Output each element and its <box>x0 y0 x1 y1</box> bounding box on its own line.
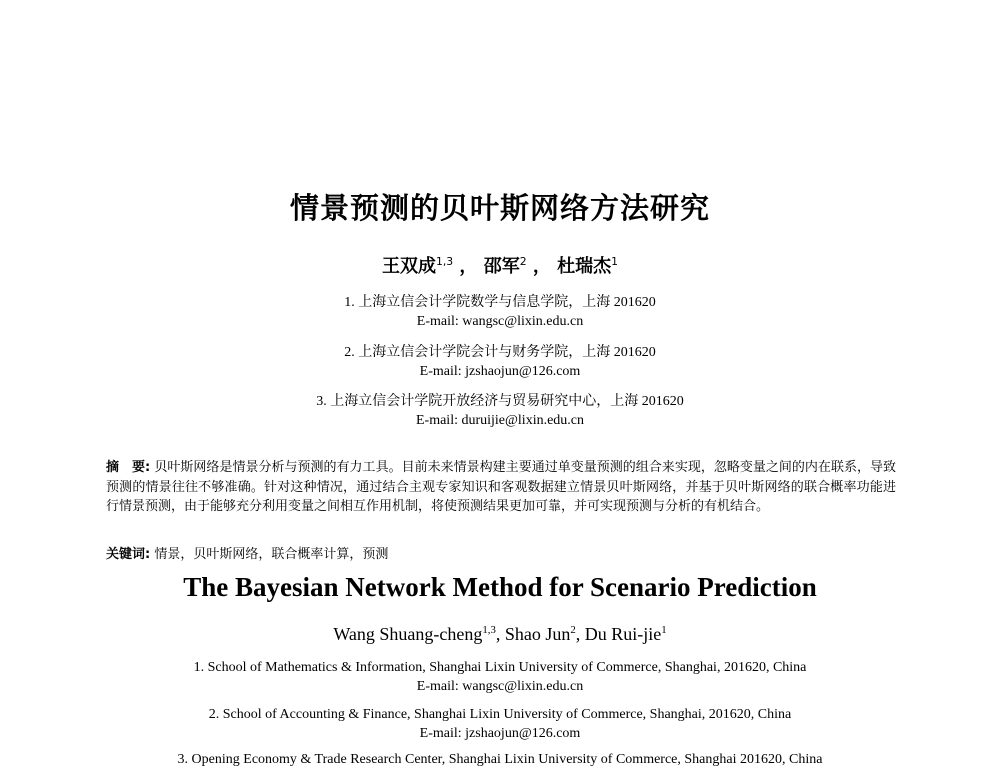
chinese-affiliation-1 <box>0 293 1000 331</box>
author-affiliation-mark: 1 <box>661 624 667 636</box>
affiliation-text: 3. 上海立信会计学院开放经济与贸易研究中心，上海 201620 <box>316 394 684 409</box>
author-affiliation-mark: 1,3 <box>435 255 454 268</box>
chinese-affiliation-2 <box>0 343 1000 381</box>
chinese-affiliation-3 <box>0 392 1000 430</box>
author-name: 杜瑞杰 <box>557 256 612 277</box>
affiliation-email: E-mail: jzshaojun@126.com <box>419 726 581 741</box>
affiliation-text: 1. 上海立信会计学院数学与信息学院，上海 201620 <box>344 295 656 310</box>
author-name: Shao Jun <box>504 624 571 644</box>
keywords-label: 关键词: <box>106 547 151 562</box>
keywords-text: 情景，贝叶斯网络，联合概率计算，预测 <box>154 547 389 562</box>
author-affiliation-mark: 2 <box>570 624 576 636</box>
author-name: 邵军 <box>483 256 520 277</box>
affiliation-email: E-mail: wangsc@lixin.edu.cn <box>416 679 584 694</box>
affiliation-email: E-mail: duruijie@lixin.edu.cn <box>415 413 585 428</box>
english-affiliation-2 <box>0 705 1000 743</box>
english-authors: Wang Shuang-cheng$^{1,3}$, Shao Jun$^2$, Du Rui-jie$^1$ <box>333 624 667 644</box>
author-name: 王双成 <box>381 256 436 277</box>
chinese-keywords <box>106 543 896 562</box>
affiliation-text: 2. 上海立信会计学院会计与财务学院，上海 201620 <box>344 345 656 360</box>
author-name: Wang Shuang-cheng <box>333 624 483 644</box>
affiliation-text: 1. School of Mathematics & Information, Shanghai Lixin University of Commerce, Shanghai, 201620, China <box>193 660 807 675</box>
author-affiliation-mark: 2 <box>519 255 527 268</box>
author-affiliation-mark: 1 <box>611 255 619 268</box>
abstract-label: 摘 要: <box>106 460 151 475</box>
chinese-authors: 王双成$^{1,3}$ ， 邵军$^2$ ， 杜瑞杰$^1$ <box>381 255 619 277</box>
chinese-abstract <box>106 458 896 517</box>
chinese-title: 情景预测的贝叶斯网络方法研究 <box>289 191 710 225</box>
abstract-text: 贝叶斯网络是情景分析与预测的有力工具。目前未来情景构建主要通过单变量预测的组合来实现，忽略变量之间的内在联系，导致预测的情景往往不够准确。针对这种情况，通过结合主观专家知识和客观数据建立情景贝叶斯网络，并基于贝叶斯网络的联合概率功能进行情景预测，由于能够充分利用变量之间相互作用机制，将使预测结果更加可靠，并可实现预测与分析的有机结合。 <box>106 460 896 514</box>
author-affiliation-mark: 1,3 <box>482 624 496 636</box>
affiliation-text: 3. Opening Economy & Trade Research Center, Shanghai Lixin University of Commerce, Shanghai 201620, China <box>177 752 823 767</box>
affiliation-text: 2. School of Accounting & Finance, Shanghai Lixin University of Commerce, Shanghai, 201620, China <box>208 707 792 722</box>
english-affiliation-1 <box>0 658 1000 696</box>
author-name: Du Rui-jie <box>584 624 662 644</box>
affiliation-email: E-mail: wangsc@lixin.edu.cn <box>416 314 584 329</box>
affiliation-email: E-mail: jzshaojun@126.com <box>419 364 581 379</box>
english-title: The Bayesian Network Method for Scenario Prediction <box>183 572 817 602</box>
